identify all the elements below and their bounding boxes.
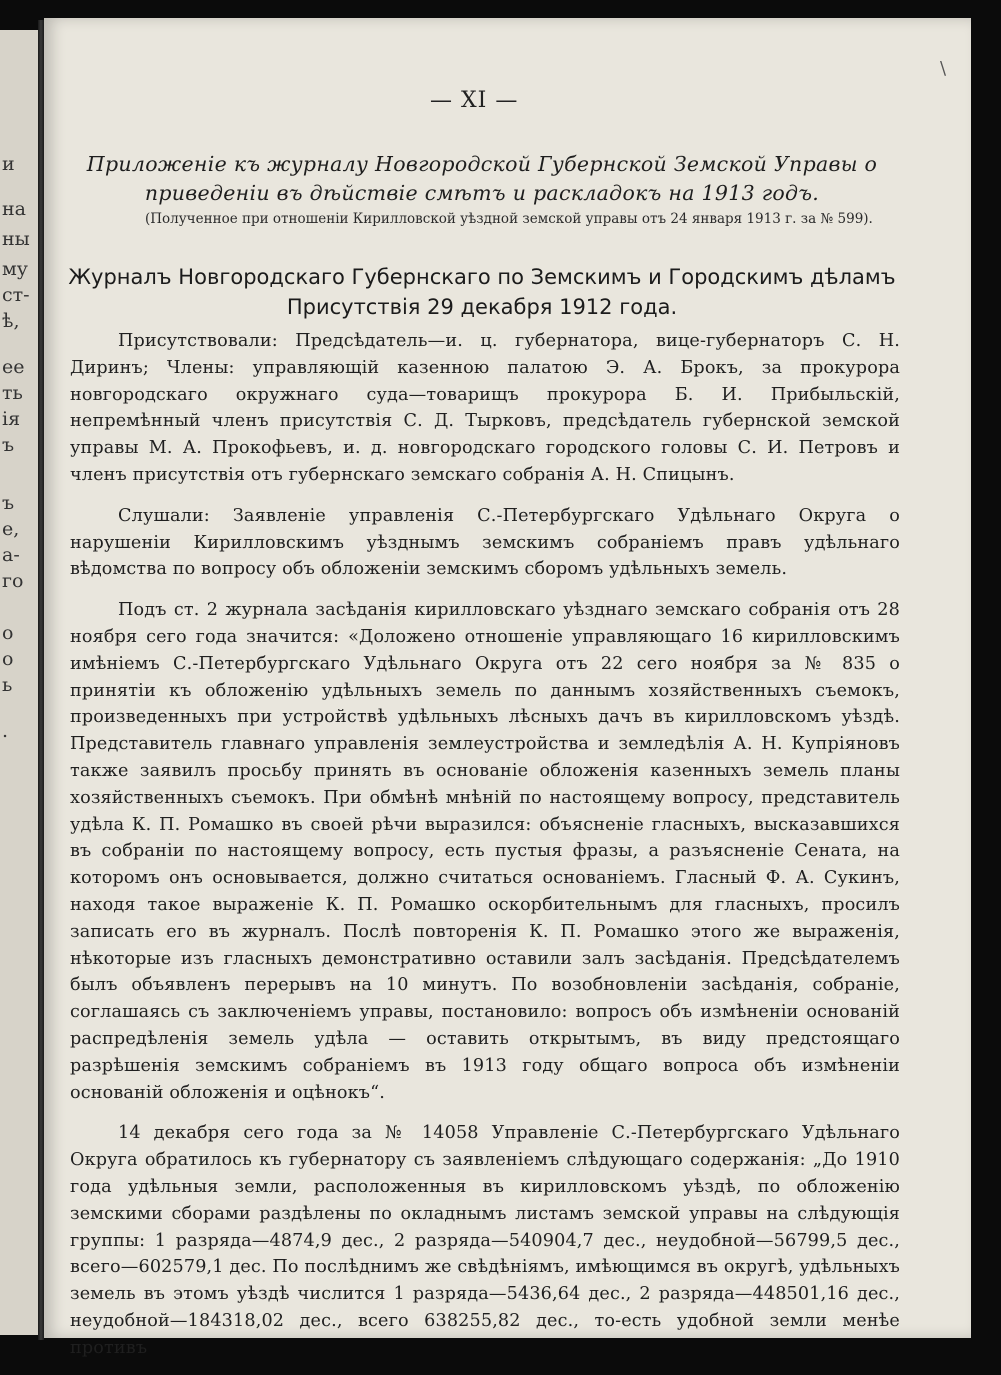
left-page-fragment: . <box>2 720 9 742</box>
left-page-fragment: ны <box>2 228 30 250</box>
left-page-fragment: ь <box>2 674 13 696</box>
corner-mark: \ <box>940 58 947 79</box>
left-page-fragment: ст- <box>2 284 30 306</box>
body-text <box>70 328 900 1375</box>
left-page-fragment: и <box>2 153 15 175</box>
left-page-fragment: ъ <box>2 434 15 456</box>
left-page-fragment: а- <box>2 544 20 566</box>
paragraph-attendees: Присутствовали: Предсѣдатель—и. ц. губернатора, вице-губернаторъ С. Н. Диринъ; Члены: управляющій казенною палатою Э. А. Брокъ, за прокурора новгородскаго окружнаго суда—товарищъ прокурора Б. И. Прибыльскій, непремѣнный членъ присутствія С. Д. Тырковъ, предсѣдатель губернской земской управы М. А. Прокофьевъ, и. д. новгородскаго городского головы С. И. Петровъ и членъ присутствія отъ губернскаго земскаго собранія А. Н. Спицынъ. <box>70 331 900 485</box>
left-page-fragment: ъ <box>2 492 15 514</box>
left-page-fragment: на <box>2 198 26 220</box>
left-page-fragment: му <box>2 258 28 280</box>
paragraph-article-2: Подъ ст. 2 журнала засѣданія кирилловскаго уѣзднаго земскаго собранія отъ 28 ноября сего года значится: «Доложено отношеніе управляющаго 16 кирилловскимъ имѣніемъ С.-Петербургскаго Удѣльнаго Округа отъ 22 сего ноября за № 835 о принятіи къ обложенію удѣльныхъ земель по даннымъ хозяйственныхъ съемокъ, произведенныхъ при устройствѣ удѣльныхъ лѣсныхъ дачъ въ кирилловскомъ уѣздѣ. Представитель главнаго управленія землеустройства и земледѣлія А. Н. Купріяновъ также заявилъ просьбу принять въ основаніе обложенія казенныхъ земель планы хозяйственныхъ съемокъ. При обмѣнѣ мнѣній по настоящему вопросу, представитель удѣла К. П. Ромашко въ своей рѣчи выразился: объясненіе гласныхъ, высказавшихся въ собраніи по настоящему вопросу, есть пустыя фразы, а разъясненіе Сената, на которомъ онъ основывается, должно считаться основаніемъ. Гласный Ф. А. Сукинъ, находя такое выраженіе К. П. Ромашко оскорбительнымъ для гласныхъ, просилъ записать его въ журналъ. Послѣ повторенія К. П. Ромашко этого же выраженія, нѣкоторые изъ гласныхъ демонстративно оставили залъ засѣданія. Предсѣдателемъ былъ объявленъ перерывъ на 10 минутъ. По возобновленіи засѣданія, собраніе, соглашаясь съ заключеніемъ управы, постановило: вопросъ объ измѣненіи основаній распредѣленія земель удѣла — оставить открытымъ, въ виду предстоящаго разрѣшенія земскимъ собраніемъ въ 1913 году общаго вопроса объ измѣненіи основаній обложенія и оцѣнокъ“. <box>70 600 900 1103</box>
left-page-fragment: ія <box>2 408 21 430</box>
page-number-header: — XI — <box>430 88 519 113</box>
journal-title-line-2: Присутствія 29 декабря 1912 года. <box>286 295 678 319</box>
left-page-edge <box>0 30 40 1335</box>
left-page-fragment: ее <box>2 356 25 378</box>
paragraph-heard: Слушали: Заявленіе управленія С.-Петербургскаго Удѣльнаго Округа о нарушеніи Кирилловскимъ уѣзднымъ земскимъ собраніемъ правъ удѣльнаго вѣдомства по вопросу объ обложеніи земскимъ сборомъ удѣльныхъ земель. <box>70 505 900 580</box>
left-page-fragment: о <box>2 622 14 644</box>
left-page-fragment: е, <box>2 518 20 540</box>
journal-title-line-1: Журналъ Новгородскаго Губернскаго по Земскимъ и Городскимъ дѣламъ <box>68 265 896 289</box>
left-page-fragment: ѣ, <box>2 310 20 332</box>
journal-title <box>62 262 902 322</box>
left-page-fragment: о <box>2 648 14 670</box>
left-page-fragment: ть <box>2 382 23 404</box>
appendix-note: (Полученное при отношеніи Кирилловской уѣздной земской управы отъ 24 января 1913 г. за № 599). <box>145 211 873 227</box>
left-page-fragment: го <box>2 570 24 592</box>
paragraph-december-14: 14 декабря сего года за № 14058 Управленіе С.-Петербургскаго Удѣльнаго Округа обратилось къ губернатору съ заявленіемъ слѣдующаго содержанія: „До 1910 года удѣльныя земли, расположенныя въ кирилловскомъ уѣздѣ, по обложенію земскими сборами раздѣлены по окладнымъ листамъ земской управы на слѣдующія группы: 1 разряда—4874,9 дес., 2 разряда—540904,7 дес., неудобной—56799,5 дес., всего—602579,1 дес. По послѣднимъ же свѣдѣніямъ, имѣющимся въ округѣ, удѣльныхъ земель въ этомъ уѣздѣ числится 1 разряда—5436,64 дес., 2 разряда—448501,16 дес., неудобной—184318,02 дес., всего 638255,82 дес., то-есть удобной земли менѣе противъ <box>70 1123 900 1358</box>
appendix-title: Приложеніе къ журналу Новгородской Губернской Земской Управы о приведеніи въ дѣйствіе смѣтъ и раскладокъ на 1913 годъ. <box>86 152 878 205</box>
